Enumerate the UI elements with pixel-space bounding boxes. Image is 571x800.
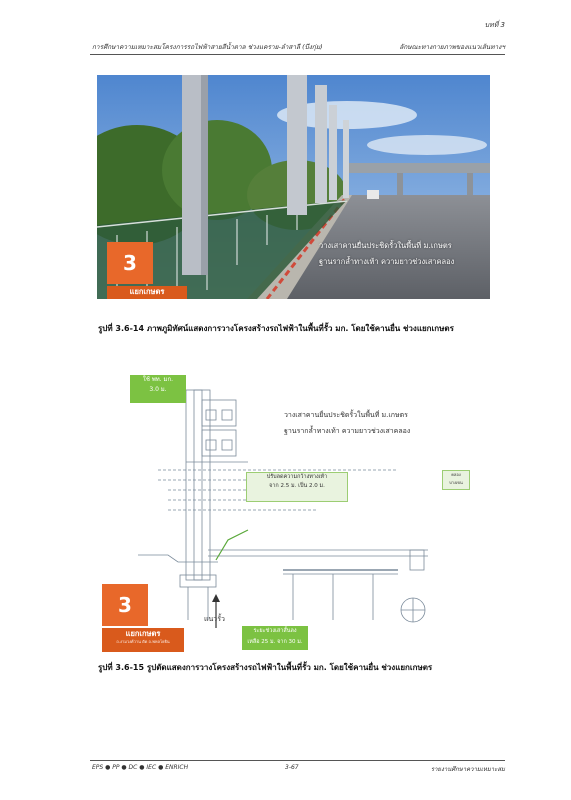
- location-label-badge: [107, 286, 187, 299]
- consultant-list: EPS ● PP ● DC ● IEC ● ENRICH: [92, 764, 189, 771]
- area-usage-box: [130, 375, 186, 403]
- report-type: รายงานศึกษาความเหมาะสม: [430, 766, 505, 773]
- location-sublabel-2: ถ.งามวงศ์วาน ตัด ถ.พหลโยธิน: [116, 639, 170, 644]
- page-number: 3-67: [285, 764, 299, 771]
- span-length-line1: ระยะช่วงเสาสั้นลง: [253, 628, 297, 634]
- figure1-caption: รูปที่ 3.6-14 ภาพภูมิทัศน์แสดงการวางโครงสร้างรถไฟฟ้าในพื้นที่รั้ว มก. โดยใช้คานยื่น ช่วงแยกเกษตร: [98, 324, 454, 333]
- span-length-box: [242, 626, 308, 650]
- cross-section-drawing: [98, 370, 488, 655]
- sidewalk-callout: [246, 472, 348, 502]
- canal-tag-line1: คลอง: [451, 472, 461, 477]
- sidewalk-callout-line1: ปรับลดความกว้างทางเท้า: [266, 474, 328, 480]
- location-number-badge-2: 3: [102, 584, 148, 626]
- area-usage-line2: 3.0 ม.: [149, 386, 167, 393]
- section-title: ลักษณะทางกายภาพของแนวเส้นทางฯ: [399, 43, 505, 51]
- figure2-caption: รูปที่ 3.6-15 รูปตัดแสดงการวางโครงสร้างรถไฟฟ้าในพื้นที่รั้ว มก. โดยใช้คานยื่น ช่วงแยกเกษตร: [98, 663, 433, 672]
- header-divider: [90, 54, 505, 55]
- chapter-label: บทที่ 3: [484, 21, 505, 29]
- span-length-line2: เหลือ 25 ม. จาก 30 ม.: [247, 639, 303, 645]
- footer-divider: [90, 760, 505, 761]
- photo-overlay-line1: วางเสาคานยื่นประชิดรั้วในพื้นที่ ม.เกษตร: [319, 241, 452, 250]
- area-usage-line1: ใช้ พท. มก.: [142, 376, 174, 383]
- drawing-note-line2: ฐานรากล้ำทางเท้า ความยาวช่วงเสาคลอง: [284, 427, 411, 435]
- location-name: แยกเกษตร: [129, 287, 165, 296]
- fence-line-label: แนวรั้ว: [204, 615, 225, 623]
- canal-tag: [442, 470, 470, 490]
- location-number-badge: 3: [107, 242, 153, 284]
- canal-tag-line2: บางเขน: [449, 480, 463, 485]
- landscape-photo: [97, 75, 490, 299]
- location-name-2: แยกเกษตร: [125, 629, 161, 638]
- photo-overlay-line2: ฐานรากล้ำทางเท้า ความยาวช่วงเสาคลอง: [319, 257, 455, 266]
- drawing-note-line1: วางเสาคานยื่นประชิดรั้วในพื้นที่ ม.เกษตร: [284, 411, 408, 419]
- report-title: การศึกษาความเหมาะสมโครงการรถไฟฟ้าสายสีน้ำตาล ช่วงแคราย-ลำสาลี (บึงกุ่ม): [92, 43, 323, 51]
- location-label-badge-2: [102, 628, 184, 652]
- sidewalk-callout-line2: จาก 2.5 ม. เป็น 2.0 ม.: [269, 483, 325, 489]
